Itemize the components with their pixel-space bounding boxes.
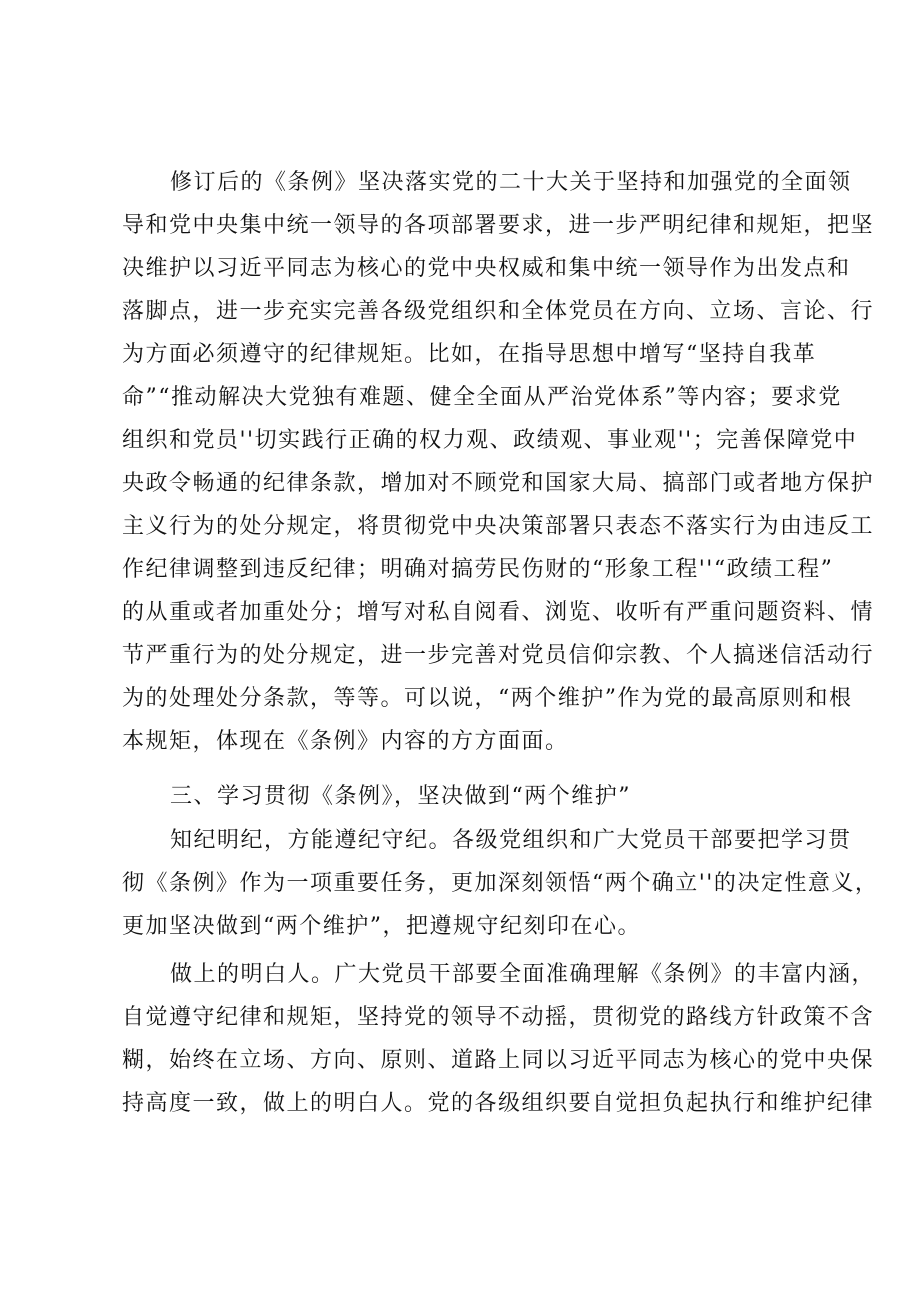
text-line: 糊，始终在立场、方向、原则、道路上同以习近平同志为核心的党中央保: [122, 1048, 875, 1073]
text-line: 做上的明白人。广大党员干部要全面准确理解《条例》的丰富内涵，: [170, 962, 876, 987]
text-line: 组织和党员''切实践行正确的权力观、政绩观、事业观''；完善保障党中: [122, 428, 858, 453]
text-line: 更加坚决做到“两个维护”，把遵规守纪刻印在心。: [122, 914, 641, 939]
text-line: 央政令畅通的纪律条款，增加对不顾党和国家大局、搞部门或者地方保护: [122, 471, 875, 496]
section-heading: 三、学习贯彻《条例》，坚决做到“两个维护”: [170, 784, 631, 809]
text-line: 主义行为的处分规定，将贯彻党中央决策部署只表态不落实行为由违反工: [122, 514, 875, 539]
text-line: 为方面必须遵守的纪律规矩。比如，在指导思想中增写“坚持自我革: [122, 342, 817, 367]
text-line: 本规矩，体现在《条例》内容的方方面面。: [122, 729, 569, 754]
text-line: 作纪律调整到违反纪律；明确对搞劳民伤财的“形象工程''“政绩工程”: [122, 557, 834, 582]
text-line: 命”“推动解决大党独有难题、健全全面从严治党体系”等内容；要求党: [122, 385, 842, 410]
text-line: 的从重或者加重处分；增写对私自阅看、浏览、收听有严重问题资料、情: [122, 600, 875, 625]
text-line: 持高度一致，做上的明白人。党的各级组织要自觉担负起执行和维护纪律: [122, 1091, 875, 1116]
text-line: 导和党中央集中统一领导的各项部署要求，进一步严明纪律和规矩，把坚: [122, 213, 875, 238]
text-line: 为的处理处分条款，等等。可以说，“两个维护”作为党的最高原则和根: [122, 686, 853, 711]
text-line: 节严重行为的处分规定，进一步完善对党员信仰宗教、个人搞迷信活动行: [122, 643, 875, 668]
text-line: 彻《条例》作为一项重要任务，更加深刻领悟“两个确立''的决定性意义，: [122, 871, 879, 896]
text-line: 自觉遵守纪律和规矩，坚持党的领导不动摇，贯彻党的路线方针政策不含: [122, 1005, 875, 1030]
text-line: 决维护以习近平同志为核心的党中央权威和集中统一领导作为出发点和: [122, 256, 851, 281]
text-line: 落脚点，进一步充实完善各级党组织和全体党员在方向、立场、言论、行: [122, 299, 875, 324]
text-line: 修订后的《条例》坚决落实党的二十大关于坚持和加强党的全面领: [170, 170, 852, 195]
text-line: 知纪明纪，方能遵纪守纪。各级党组织和广大党员干部要把学习贯: [170, 828, 852, 853]
